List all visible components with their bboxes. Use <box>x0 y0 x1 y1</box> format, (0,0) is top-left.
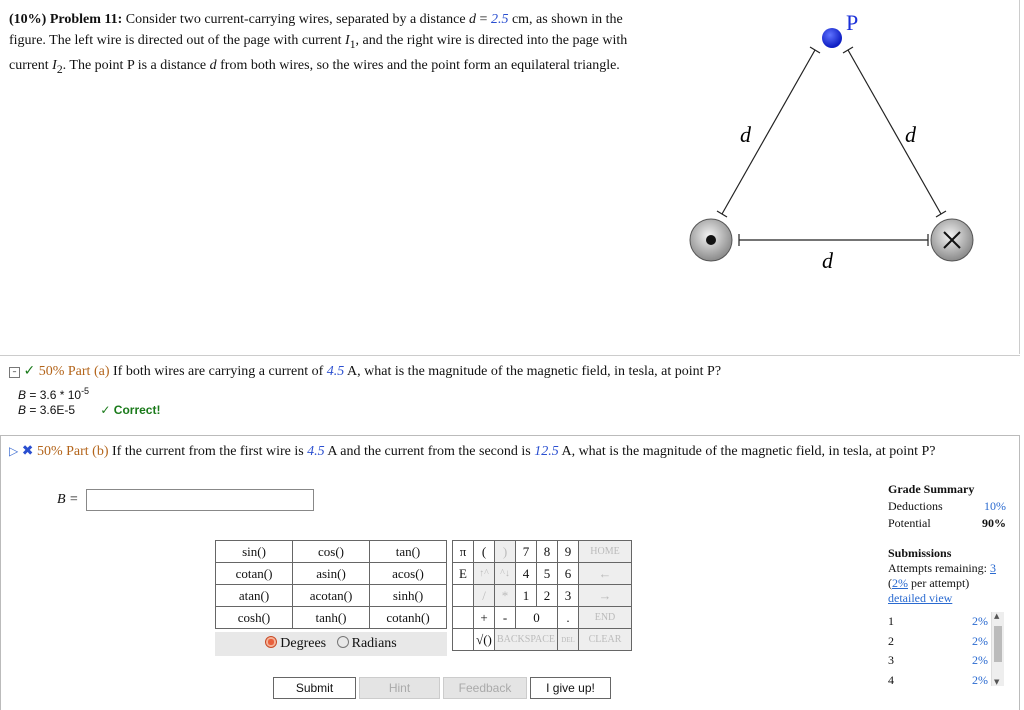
submissions-panel: Submissions Attempts remaining: 3 (2% per attempt) detailed view <box>888 546 1008 606</box>
hint-button[interactable]: Hint <box>359 677 440 699</box>
submissions-title: Submissions <box>888 546 952 560</box>
answer-b-label: B <box>18 388 27 402</box>
potential-label: Potential <box>888 516 931 530</box>
submission-percent: 2% <box>972 633 988 648</box>
key-tanh[interactable]: tanh() <box>293 607 370 629</box>
b-label-text: B = <box>57 492 79 507</box>
key-sinh[interactable]: sinh() <box>370 585 447 607</box>
key-divide[interactable]: / <box>474 585 495 607</box>
part-a-answer-value <box>18 403 160 417</box>
problem-text-3: , and the right wire is directed into the page with current <box>9 33 628 73</box>
deductions-label: Deductions <box>888 499 943 513</box>
submission-number: 4 <box>888 672 894 687</box>
problem-text-4: . The point P is a distance <box>62 57 210 73</box>
key-blank <box>453 585 474 607</box>
side-label-left: d <box>740 122 751 147</box>
collapse-icon[interactable]: – <box>9 367 20 378</box>
current-1-variable: I <box>345 33 350 48</box>
side-label-bottom: d <box>822 248 833 273</box>
key-left-paren[interactable]: ( <box>474 541 495 563</box>
key-multiply[interactable]: * <box>495 585 516 607</box>
key-up-caret[interactable]: ↑^ <box>474 563 495 585</box>
key-acotan[interactable]: acotan() <box>293 585 370 607</box>
key-home[interactable]: HOME <box>579 541 632 563</box>
problem-text-5: from both wires, so the wires and the point form an equilateral triangle. <box>216 57 620 73</box>
numeric-keypad <box>452 540 632 651</box>
key-cos[interactable]: cos() <box>293 541 370 563</box>
part-b-text-3: A, what is the magnitude of the magnetic field, in tesla, at point P? <box>558 444 936 459</box>
submission-row <box>888 612 988 632</box>
wires-figure <box>660 0 1010 290</box>
potential-value: 90% <box>982 516 1006 530</box>
key-clear[interactable]: CLEAR <box>579 629 632 651</box>
submission-percent: 2% <box>972 672 988 687</box>
point-p-dot <box>822 28 842 48</box>
key-caret-down[interactable]: ^↓ <box>495 563 516 585</box>
side-label-right: d <box>905 122 916 147</box>
degrees-radio[interactable] <box>265 636 277 648</box>
deductions-value: 10% <box>984 499 1006 513</box>
function-keypad <box>215 540 447 629</box>
key-blank-3 <box>453 629 474 651</box>
left-side-line <box>722 50 815 214</box>
part-b-current-1: 4.5 <box>307 444 325 459</box>
degrees-label: Degrees <box>280 636 327 651</box>
key-3[interactable]: 3 <box>558 585 579 607</box>
correct-status: ✓ Correct! <box>100 403 161 417</box>
key-1[interactable]: 1 <box>516 585 537 607</box>
key-7[interactable]: 7 <box>516 541 537 563</box>
key-6[interactable]: 6 <box>558 563 579 585</box>
part-b-percent: 50% Part (b) <box>36 444 109 459</box>
key-left-arrow[interactable]: ← <box>579 563 632 585</box>
submission-number: 2 <box>888 633 894 648</box>
key-plus[interactable]: + <box>474 607 495 629</box>
part-a-text-2: A, what is the magnitude of the magnetic field, in tesla, at point P? <box>344 364 722 379</box>
key-cotan[interactable]: cotan() <box>216 563 293 585</box>
key-minus[interactable]: - <box>495 607 516 629</box>
key-blank-2 <box>453 607 474 629</box>
angle-mode-row <box>215 632 447 656</box>
part-b-text-1: If the current from the first wire is <box>112 444 308 459</box>
submission-history <box>888 612 988 690</box>
key-pi[interactable]: π <box>453 541 474 563</box>
per-attempt-percent[interactable]: 2% <box>892 576 908 590</box>
key-cosh[interactable]: cosh() <box>216 607 293 629</box>
radians-radio[interactable] <box>337 636 349 648</box>
give-up-button[interactable]: I give up! <box>530 677 611 699</box>
key-dot[interactable]: . <box>558 607 579 629</box>
scroll-down-icon[interactable]: ▼ <box>994 678 1000 686</box>
key-cotanh[interactable]: cotanh() <box>370 607 447 629</box>
part-a-question <box>9 363 721 380</box>
part-b-text-2: A and the current from the second is <box>324 444 535 459</box>
problem-statement <box>9 9 634 80</box>
submission-number: 1 <box>888 614 894 628</box>
key-sqrt[interactable]: √() <box>474 629 495 651</box>
right-side-line <box>848 50 941 214</box>
key-right-arrow[interactable]: → <box>579 585 632 607</box>
key-sin[interactable]: sin() <box>216 541 293 563</box>
expand-arrow-icon[interactable]: ▷ <box>9 444 19 458</box>
key-right-paren[interactable]: ) <box>495 541 516 563</box>
scrollbar-thumb[interactable] <box>994 626 1002 662</box>
answer-b-label-2: B <box>18 403 27 417</box>
current-2-variable: I <box>52 57 57 73</box>
wire-into-page-icon <box>931 219 973 261</box>
key-acos[interactable]: acos() <box>370 563 447 585</box>
key-tan[interactable]: tan() <box>370 541 447 563</box>
part-b-current-2: 12.5 <box>534 444 559 459</box>
checkmark-icon: ✓ <box>23 363 36 379</box>
submission-percent: 2% <box>972 653 988 667</box>
attempts-value: 3 <box>989 561 996 575</box>
submission-number: 3 <box>888 653 894 667</box>
answer-value: = 3.6E-5 <box>26 403 76 417</box>
submission-percent: 2% <box>972 614 988 628</box>
current-1-sub: 1 <box>349 37 356 51</box>
radians-label: Radians <box>351 636 397 651</box>
detailed-view-link[interactable]: detailed view <box>888 591 953 605</box>
problem-text-1: Consider two current-carrying wires, separated by a distance <box>125 12 470 27</box>
key-end[interactable]: END <box>579 607 632 629</box>
problem-text-2: cm, as shown in the figure. The left wire is directed out of the page with current <box>9 12 623 48</box>
scroll-up-icon[interactable]: ▲ <box>994 612 1000 620</box>
part-a-current: 4.5 <box>326 364 345 379</box>
key-atan[interactable]: atan() <box>216 585 293 607</box>
key-5[interactable]: 5 <box>537 563 558 585</box>
key-asin[interactable]: asin() <box>293 563 370 585</box>
attempts-label: Attempts remaining: <box>888 561 990 575</box>
per-attempt-text: per attempt) <box>908 576 970 590</box>
distance-variable-2: d <box>209 57 217 73</box>
key-backspace[interactable]: BACKSPACE <box>495 629 558 651</box>
submission-row <box>888 632 988 652</box>
distance-variable: d <box>469 12 477 27</box>
submission-row <box>888 651 988 671</box>
key-4[interactable]: 4 <box>516 563 537 585</box>
part-b-question <box>9 442 1009 461</box>
key-e[interactable]: E <box>453 563 474 585</box>
wire-out-of-page-icon <box>690 219 732 261</box>
submit-button[interactable]: Submit <box>273 677 356 699</box>
problem-number: (10%) Problem 11: <box>9 12 123 27</box>
answer-input[interactable] <box>86 489 314 511</box>
current-2-sub: 2 <box>56 62 63 76</box>
part-a-answer-expression <box>18 386 89 402</box>
grade-summary <box>888 482 1006 531</box>
answer-b-label <box>57 492 79 508</box>
key-del[interactable]: DEL <box>558 629 579 651</box>
point-p-label: P <box>846 10 859 35</box>
submission-row <box>888 671 988 691</box>
key-8[interactable]: 8 <box>537 541 558 563</box>
submission-scrollbar[interactable] <box>991 612 1004 686</box>
distance-value: 2.5 <box>490 12 509 27</box>
part-a-text-1: If both wires are carrying a current of <box>113 364 327 379</box>
answer-exponent: -5 <box>81 386 90 396</box>
key-0[interactable]: 0 <box>516 607 558 629</box>
key-9[interactable]: 9 <box>558 541 579 563</box>
feedback-button[interactable]: Feedback <box>443 677 527 699</box>
incorrect-icon: ✖ <box>21 443 34 459</box>
key-2[interactable]: 2 <box>537 585 558 607</box>
grade-summary-title: Grade Summary <box>888 482 975 496</box>
part-a-percent: 50% Part (a) <box>38 364 110 379</box>
equals: = <box>476 12 491 27</box>
answer-expression: = 3.6 * 10 <box>26 388 82 402</box>
